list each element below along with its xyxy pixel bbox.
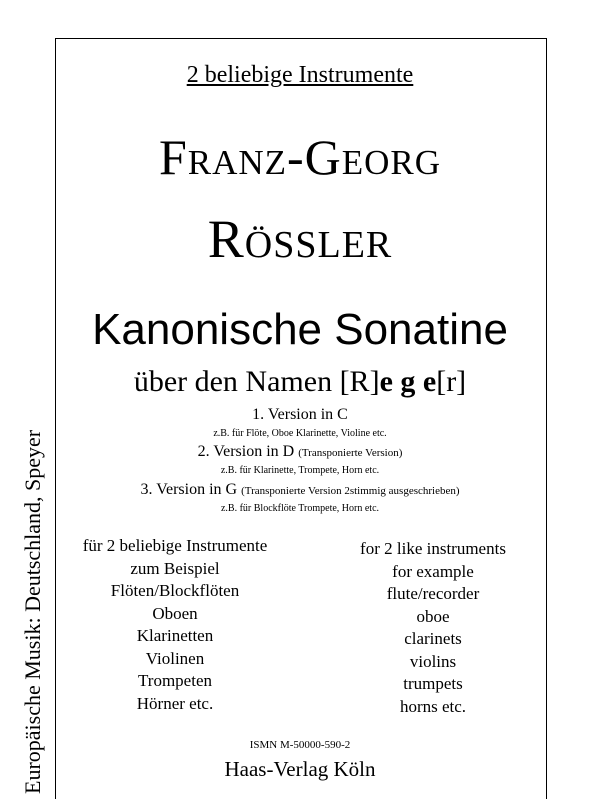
version-1-detail: z.B. für Flöte, Oboe Klarinette, Violine etc. <box>213 428 387 439</box>
ismn-number: ISMN M-50000-590-2 <box>249 739 351 751</box>
list-item: Violinen <box>145 648 205 668</box>
list-item: violins <box>409 651 457 671</box>
list-item: oboe <box>416 606 450 626</box>
list-item: for example <box>392 561 474 581</box>
list-item: zum Beispiel <box>130 558 220 578</box>
list-item: Hörner etc. <box>136 693 214 713</box>
version-1-label: 1. Version in C <box>252 406 348 423</box>
list-item: trumpets <box>403 674 463 693</box>
publisher-name: Haas-Verlag Köln <box>224 757 376 781</box>
series-label-vertical: Europäische Musik: Deutschland, Speyer <box>20 429 45 794</box>
instrument-heading: 2 beliebige Instrumente <box>186 62 414 88</box>
list-item: Klarinetten <box>136 626 214 645</box>
instruments-german-list <box>60 535 290 715</box>
list-item: horns etc. <box>399 696 467 716</box>
version-2-line: 2. Version in D (Transponierte Version) <box>197 443 403 460</box>
version-3-line: 3. Version in G (Transponierte Version 2stimmig ausgeschrieben) <box>140 481 460 498</box>
list-item: Flöten/Blockflöten <box>110 581 240 600</box>
list-item: clarinets <box>404 629 462 648</box>
list-item: Oboen <box>152 603 198 623</box>
list-item: für 2 beliebige Instrumente <box>82 536 268 555</box>
version-3-detail: z.B. für Blockflöte Trompete, Horn etc. <box>220 503 380 514</box>
instruments-english-list <box>328 538 538 718</box>
list-item: flute/recorder <box>386 584 480 603</box>
composer-last-name: Rössler <box>207 209 393 269</box>
version-2-detail: z.B. für Klarinette, Trompete, Horn etc. <box>220 465 380 476</box>
work-title: Kanonische Sonatine <box>92 305 508 354</box>
list-item: Trompeten <box>138 671 212 690</box>
list-item: for 2 like instruments <box>360 539 506 558</box>
composer-first-name: Franz-Georg <box>158 129 442 185</box>
work-subtitle: über den Namen [R]e g e[r] <box>133 365 467 398</box>
